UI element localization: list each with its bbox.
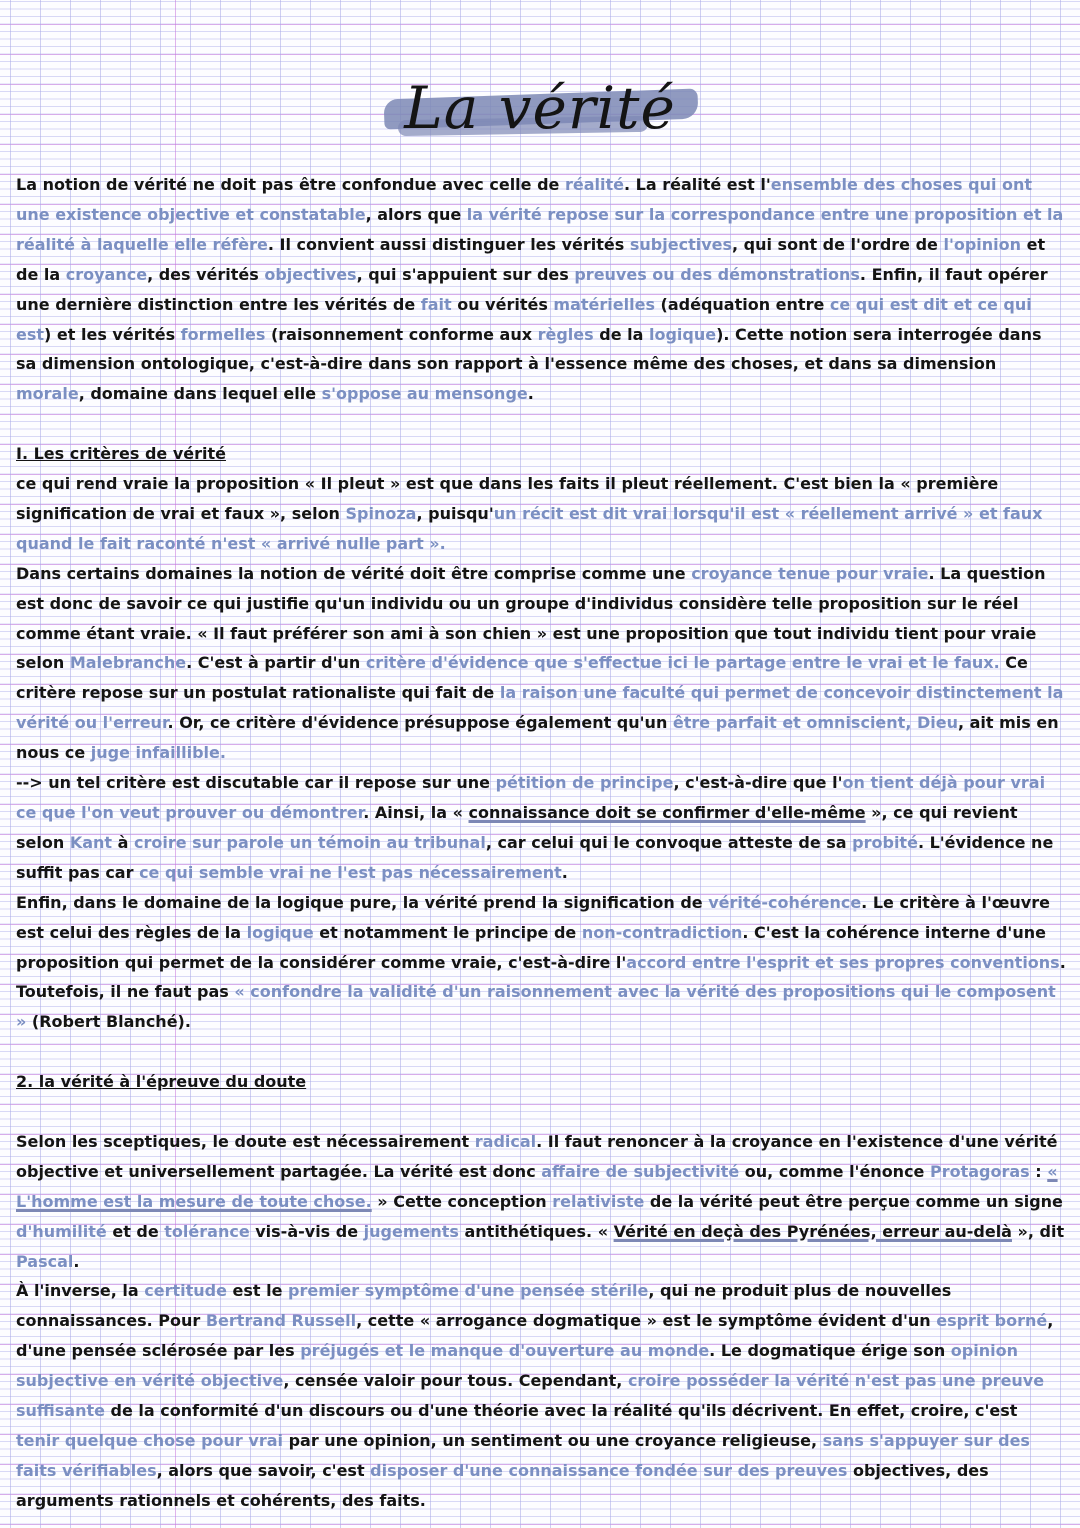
- highlighted-text: critère d'évidence que s'effectue ici le partage entre le vrai et le faux.: [365, 653, 1000, 673]
- highlighted-text: la raison une faculté qui permet de concevoir distinctement la vérité ou l'erreur: [16, 683, 1064, 733]
- text-run: vis-à-vis de: [249, 1221, 364, 1241]
- text-run: et de: [106, 1221, 165, 1241]
- text-run: de la vérité peut être perçue comme un signe: [644, 1191, 1063, 1211]
- highlighted-text: Kant: [69, 832, 113, 852]
- highlighted-text: Spinoza: [345, 503, 417, 523]
- highlighted-text: relativiste: [552, 1191, 645, 1211]
- text-run: , des vérités: [147, 264, 265, 284]
- highlighted-text: certitude: [144, 1281, 227, 1301]
- text-run: Selon les sceptiques, le doute est nécessairement: [16, 1131, 475, 1151]
- highlighted-text: sans s'appuyer sur des faits vérifiables: [16, 1431, 1030, 1480]
- section-2-paragraph-1: [16, 1127, 1066, 1277]
- highlighted-text: affaire de subjectivité: [541, 1161, 740, 1181]
- text-run: de la conformité d'un discours ou d'une théorie avec la réalité qu'ils décrivent. En effet, croire, c'est: [104, 1401, 1018, 1421]
- highlighted-text: ce qui est dit et ce qui est: [16, 294, 1032, 344]
- highlighted-text: Pascal: [16, 1251, 74, 1271]
- spacer: [16, 1097, 1066, 1127]
- title-block: [0, 66, 1080, 156]
- section-1-paragraph-4: [16, 888, 1066, 1038]
- text-run: . Le dogmatique érige son: [709, 1341, 951, 1361]
- text-run: .: [561, 862, 568, 882]
- highlighted-text: d'humilité: [16, 1221, 107, 1241]
- highlighted-text: « confondre la validité d'un raisonnement avec la vérité des propositions qui le composent »: [16, 982, 1056, 1032]
- text-run: , domaine dans lequel elle: [78, 384, 322, 404]
- text-run: , alors que savoir, c'est: [156, 1460, 371, 1480]
- text-run: à: [112, 832, 134, 852]
- text-run: . L'évidence ne suffit pas car: [16, 832, 1054, 882]
- section-2-heading: 2. la vérité à l'épreuve du doute: [16, 1072, 307, 1092]
- text-run: , cette « arrogance dogmatique » est le symptôme évident d'un: [356, 1311, 937, 1331]
- highlighted-text: logique: [246, 922, 314, 942]
- text-run: . C'est la cohérence interne d'une proposition qui permet de la considérer comme vraie, c'est-à-dire l': [16, 922, 1046, 972]
- highlighted-text: jugements: [363, 1221, 459, 1241]
- highlighted-text: Malebranche: [69, 653, 187, 673]
- highlighted-text: non-contradiction: [581, 922, 743, 942]
- text-run: , alors que: [365, 204, 467, 224]
- text-run: (raisonnement conforme aux: [265, 324, 538, 344]
- text-run: (adéquation entre: [654, 294, 830, 314]
- highlighted-text: croire sur parole un témoin au tribunal: [133, 832, 486, 852]
- text-run: .: [73, 1251, 80, 1271]
- text-run: », ce qui revient selon: [16, 803, 1018, 852]
- text-run: objectives, des arguments rationnels et cohérents, des faits.: [16, 1460, 989, 1510]
- text-run: , qui s'appuient sur des: [356, 264, 575, 284]
- highlighted-text: juge infaillible.: [90, 743, 226, 763]
- highlighted-text: être parfait et omniscient, Dieu: [672, 713, 958, 733]
- text-run: et de la: [16, 234, 1046, 284]
- highlighted-text: morale: [16, 384, 79, 404]
- text-run: » Cette conception: [371, 1191, 553, 1211]
- text-run: , car celui qui le convoque atteste de sa: [485, 832, 853, 852]
- text-run: . Toutefois, il ne faut pas: [16, 952, 1066, 1002]
- section-1-heading: I. Les critères de vérité: [16, 444, 226, 464]
- page-title: La vérité: [404, 74, 676, 142]
- text-run: ) et les vérités: [44, 324, 181, 344]
- text-run: . Il convient aussi distinguer les vérités: [267, 234, 630, 254]
- section-1-paragraph-3: [16, 768, 1066, 888]
- text-run: , puisqu': [416, 503, 494, 523]
- highlighted-text: réalité: [564, 175, 624, 194]
- text-run: --> un tel critère est discutable car il repose sur une: [16, 773, 496, 793]
- highlighted-text: préjugés et le manque d'ouverture au monde: [300, 1341, 710, 1361]
- highlighted-text: « L'homme est la mesure de toute chose.: [16, 1161, 1058, 1211]
- highlighted-text: la vérité repose sur la correspondance entre une proposition et la réalité à laquelle elle réfère: [16, 204, 1064, 254]
- highlighted-text: objectives: [264, 264, 357, 284]
- intro-paragraph: [16, 170, 1066, 409]
- highlighted-text: Protagoras: [929, 1161, 1030, 1181]
- highlighted-text: croyance: [65, 264, 148, 284]
- highlighted-text: preuves ou des démonstrations: [574, 264, 860, 284]
- highlighted-text: on tient déjà pour vrai ce que l'on veut prouver ou démontrer: [16, 773, 1046, 823]
- text-run: », dit: [1011, 1221, 1065, 1241]
- highlighted-text: tenir quelque chose pour vrai: [16, 1431, 283, 1451]
- highlighted-text: subjectives: [629, 234, 732, 254]
- text-run: . Enfin, il faut opérer une dernière distinction entre les vérités de: [16, 264, 1048, 314]
- text-run: . Il faut renoncer à la croyance en l'existence d'une vérité objective et universellement partagée. La vérité est donc: [16, 1131, 1058, 1181]
- text-run: . C'est à partir d'un: [186, 653, 366, 673]
- text-run: ou, comme l'énonce: [739, 1161, 930, 1181]
- text-run: . Or, ce critère d'évidence présuppose également qu'un: [167, 713, 673, 733]
- text-run: , c'est-à-dire que l': [673, 773, 843, 793]
- text-run: est le: [226, 1281, 289, 1301]
- text-run: La notion de vérité ne doit pas être confondue avec celle de: [16, 175, 565, 194]
- text-run: :: [1029, 1161, 1048, 1181]
- text-run: . La question est donc de savoir ce qui justifie qu'un individu ou un groupe d'individus considère telle proposition sur le réel comme étant vraie. « Il faut préférer son ami à son chien » est une proposition que tout individu tient pour vraie selon: [16, 563, 1046, 673]
- text-run: antithétiques. «: [458, 1221, 614, 1241]
- text-run: Enfin, dans le domaine de la logique pure, la vérité prend la signification de: [16, 892, 709, 912]
- highlighted-text: probité: [852, 832, 918, 852]
- text-run: . Ainsi, la «: [363, 803, 469, 823]
- text-run: ). Cette notion sera interrogée dans sa dimension ontologique, c'est-à-dire dans son rapport à l'essence même des choses, et dans sa dimension: [16, 324, 1042, 374]
- highlighted-text: disposer d'une connaissance fondée sur des preuves: [370, 1460, 848, 1480]
- highlighted-text: vérité-cohérence: [708, 892, 862, 912]
- highlighted-text: logique: [648, 324, 717, 344]
- highlighted-text: croire posséder la vérité n'est pas une preuve suffisante: [16, 1371, 1045, 1421]
- text-run: , qui ne produit plus de nouvelles connaissances. Pour: [16, 1281, 952, 1331]
- highlighted-text: esprit borné: [936, 1311, 1048, 1331]
- underlined-text: Vérité en deçà des Pyrénées, erreur au-delà: [613, 1221, 1012, 1241]
- text-run: , censée valoir pour tous. Cependant,: [283, 1371, 628, 1391]
- spacer: [16, 1037, 1066, 1067]
- highlighted-text: tolérance: [164, 1221, 250, 1241]
- highlighted-text: pétition de principe: [495, 773, 674, 793]
- highlighted-text: opinion subjective en vérité objective: [16, 1341, 1018, 1391]
- highlighted-text: radical: [474, 1131, 537, 1151]
- text-run: et notamment le principe de: [313, 922, 582, 942]
- text-run: . La réalité est l': [623, 175, 771, 194]
- highlighted-text: s'oppose au mensonge: [321, 384, 528, 404]
- highlighted-text: un récit est dit vrai lorsqu'il est « réellement arrivé » et faux quand le fait raconté n'est « arrivé nulle part ».: [16, 503, 1043, 553]
- text-run: ce qui rend vraie la proposition « Il pleut » est que dans les faits il pleut réellement. C'est bien la « première signification de vrai et faux », selon: [16, 474, 999, 523]
- highlighted-text: règles: [537, 324, 594, 344]
- highlighted-text: accord entre l'esprit et ses propres conventions: [626, 952, 1060, 972]
- highlighted-text: croyance tenue pour vraie: [691, 563, 929, 583]
- text-run: À l'inverse, la: [16, 1281, 145, 1301]
- highlighted-text: l'opinion: [943, 234, 1022, 254]
- text-run: .: [527, 384, 534, 404]
- text-run: , ait mis en nous ce: [16, 713, 1059, 763]
- section-2-paragraph-2: [16, 1276, 1066, 1515]
- notes-body: [16, 170, 1066, 1516]
- text-run: , d'une pensée sclérosée par les: [16, 1311, 1054, 1361]
- underlined-text: connaissance doit se confirmer d'elle-même: [468, 803, 866, 823]
- text-run: par une opinion, un sentiment ou une croyance religieuse,: [283, 1431, 823, 1451]
- highlighted-text: ensemble des choses qui ont une existence objective et constatable: [16, 175, 1033, 224]
- highlighted-text: Bertrand Russell: [205, 1311, 357, 1331]
- highlighted-text: premier symptôme d'une pensée stérile: [288, 1281, 649, 1301]
- highlighted-text: matérielles: [553, 294, 655, 314]
- text-run: Dans certains domaines la notion de vérité doit être comprise comme une: [16, 563, 692, 583]
- text-run: (Robert Blanché).: [26, 1012, 191, 1032]
- section-1-paragraph-1: [16, 469, 1066, 559]
- text-run: ou vérités: [451, 294, 554, 314]
- text-run: . Le critère à l'œuvre est celui des règles de la: [16, 892, 1050, 942]
- text-run: de la: [593, 324, 649, 344]
- section-1-paragraph-2: [16, 559, 1066, 768]
- text-run: Ce critère repose sur un postulat rationaliste qui fait de: [16, 653, 1028, 703]
- highlighted-text: fait: [420, 294, 452, 314]
- spacer: [16, 409, 1066, 439]
- text-run: , qui sont de l'ordre de: [732, 234, 944, 254]
- highlighted-text: formelles: [180, 324, 266, 344]
- highlighted-text: ce qui semble vrai ne l'est pas nécessairement: [139, 862, 562, 882]
